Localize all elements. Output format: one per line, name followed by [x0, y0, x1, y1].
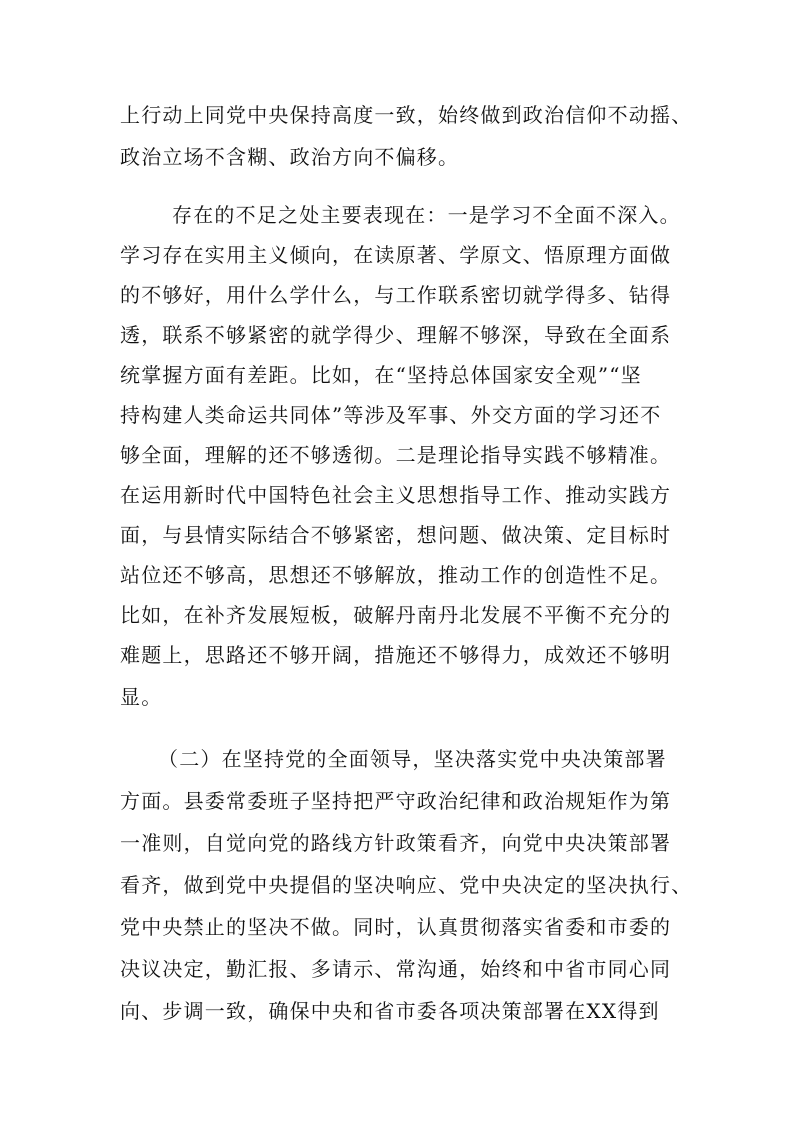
text-line: 比如，在补齐发展短板，破解丹南丹北发展不平衡不充分的 — [120, 603, 672, 627]
text-line: 透，联系不够紧密的就学得少、理解不够深，导致在全面系 — [120, 323, 672, 347]
text-line: 一准则，自觉向党的路线方针政策看齐，向党中央决策部署 — [120, 831, 672, 855]
text-line: 政治立场不含糊、政治方向不偏移。 — [120, 145, 460, 169]
text-line: 党中央禁止的坚决不做。同时，认真贯彻落实省委和市委的 — [120, 915, 672, 939]
text-line: 在运用新时代中国特色社会主义思想指导工作、推动实践方 — [120, 483, 672, 507]
text-line: 决议决定，勤汇报、多请示、常沟通，始终和中省市同心同 — [120, 957, 672, 981]
text-line: 上行动上同党中央保持高度一致，始终做到政治信仰不动摇、 — [120, 103, 693, 127]
text-line: 存在的不足之处主要表现在：一是学习不全面不深入。 — [172, 203, 681, 227]
text-line: 向、步调一致，确保中央和省市委各项决策部署在XX得到 — [120, 999, 660, 1023]
text-line: 站位还不够高，思想还不够解放，推动工作的创造性不足。 — [120, 563, 672, 587]
section-heading-line: （二）在坚持党的全面领导，坚决落实党中央决策部署 — [158, 747, 667, 771]
text-line: 统掌握方面有差距。比如，在“坚持总体国家安全观”“坚 — [120, 363, 642, 387]
text-line: 持构建人类命运共同体”等涉及军事、外交方面的学习还不 — [120, 403, 662, 427]
text-line: 显。 — [120, 685, 163, 709]
text-line: 学习存在实用主义倾向，在读原著、学原文、悟原理方面做 — [120, 243, 672, 267]
text-line: 难题上，思路还不够开阔，措施还不够得力，成效还不够明 — [120, 643, 672, 667]
text-line: 的不够好，用什么学什么，与工作联系密切就学得多、钻得 — [120, 283, 672, 307]
text-line: 看齐，做到党中央提倡的坚决响应、党中央决定的坚决执行、 — [120, 873, 693, 897]
text-line: 方面。县委常委班子坚持把严守政治纪律和政治规矩作为第 — [120, 789, 672, 813]
text-line: 够全面，理解的还不够透彻。二是理论指导实践不够精准。 — [120, 443, 672, 467]
text-line: 面，与县情实际结合不够紧密，想问题、做决策、定目标时 — [120, 523, 672, 547]
